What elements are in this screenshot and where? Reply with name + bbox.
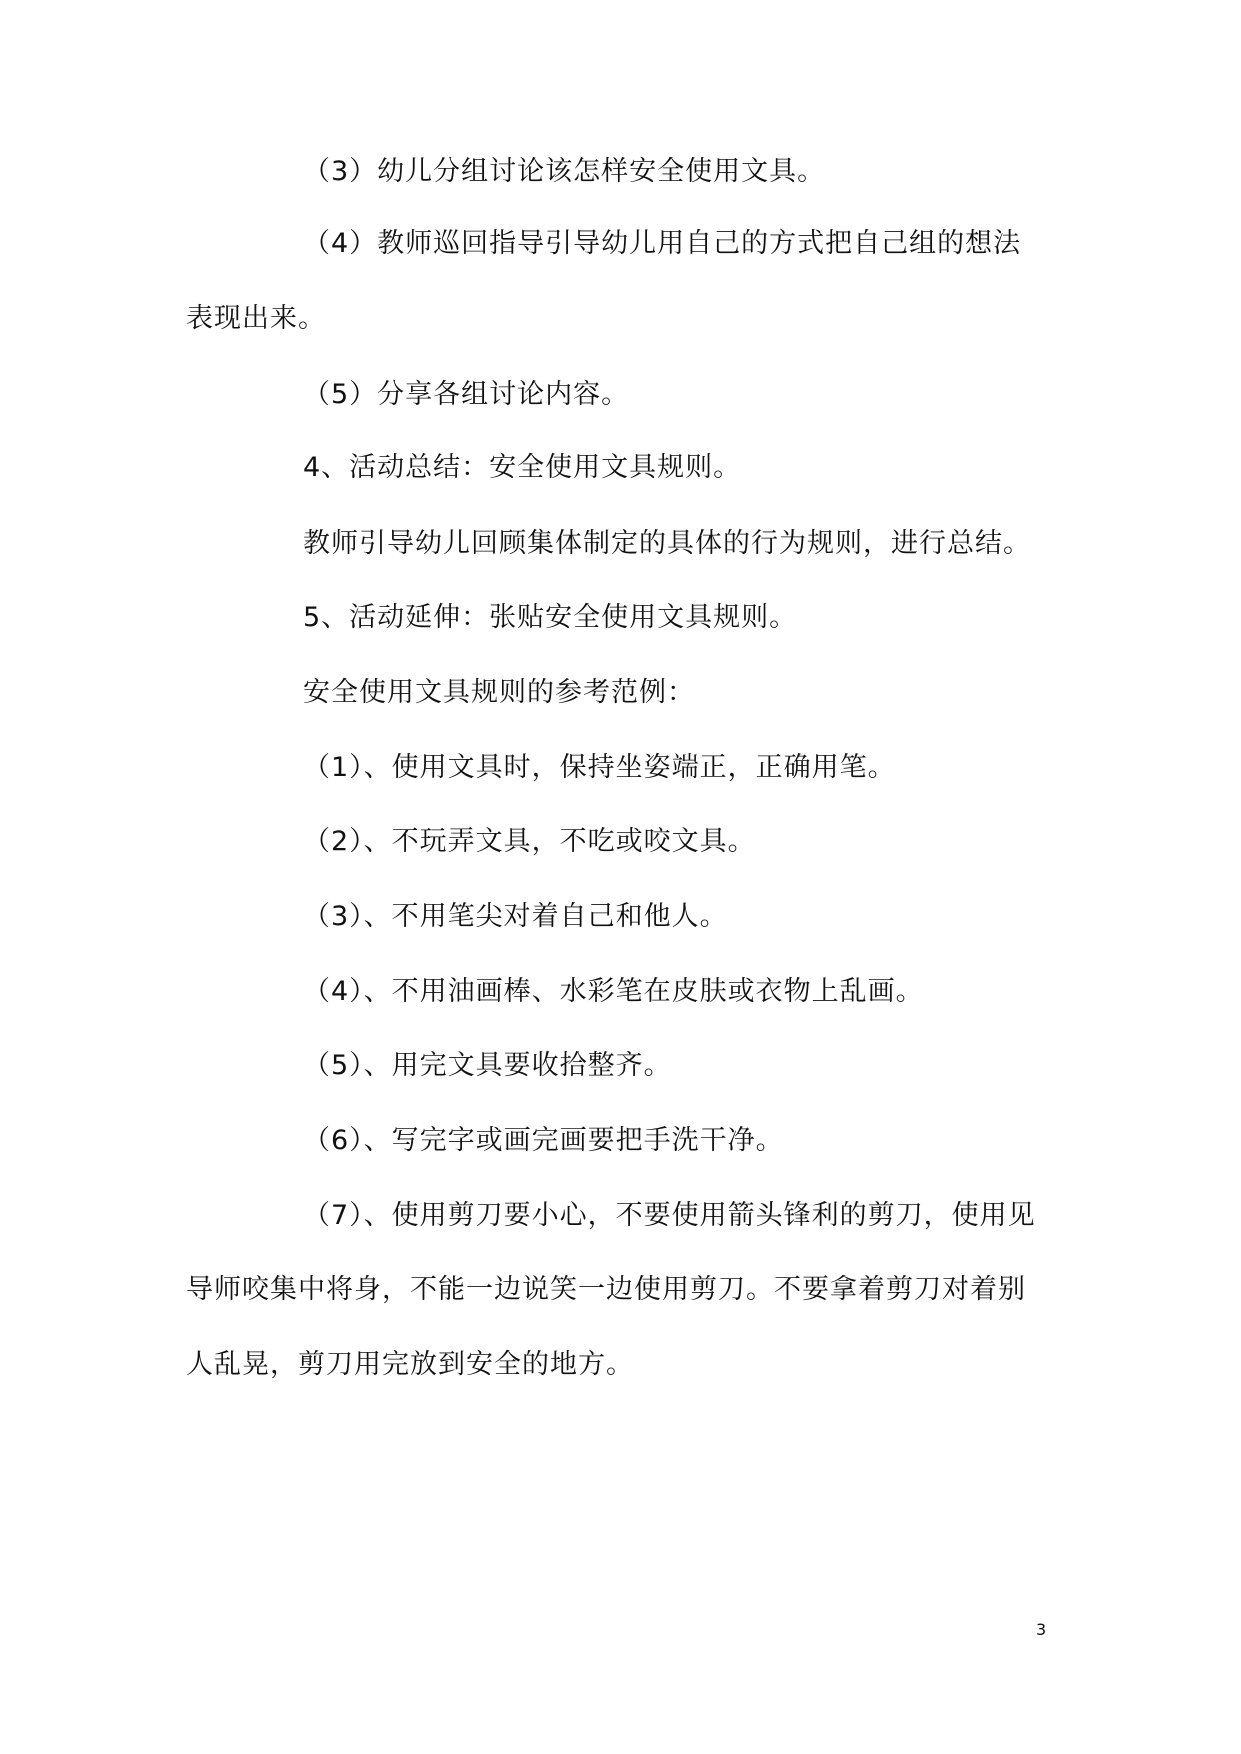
text-line: （4）、不用油画棒、水彩笔在皮肤或衣物上乱画。 <box>303 976 924 1007</box>
text-line: 4、活动总结：安全使用文具规则。 <box>303 452 742 483</box>
text-line: 教师引导幼儿回顾集体制定的具体的行为规则，进行总结。 <box>303 528 1031 559</box>
text-line: （3）、不用笔尖对着自己和他人。 <box>303 901 728 932</box>
text-line: 导师咬集中将身，不能一边说笑一边使用剪刀。不要拿着剪刀对着别 <box>186 1274 1026 1305</box>
text-line: （6）、写完字或画完画要把手洗干净。 <box>303 1125 784 1156</box>
text-line: （7）、使用剪刀要小心，不要使用箭头锋利的剪刀，使用见 <box>303 1200 1036 1231</box>
page-number: 3 <box>1036 1620 1047 1639</box>
text-line: （5）分享各组讨论内容。 <box>303 379 630 410</box>
text-line: 人乱晃，剪刀用完放到安全的地方。 <box>186 1349 634 1380</box>
text-line: 表现出来。 <box>186 303 326 334</box>
text-line: 5、活动延伸：张贴安全使用文具规则。 <box>303 602 798 633</box>
text-line: 安全使用文具规则的参考范例： <box>303 677 695 708</box>
text-line: （5）、用完文具要收拾整齐。 <box>303 1050 672 1081</box>
text-line: （2）、不玩弄文具，不吃或咬文具。 <box>303 826 756 857</box>
text-line: （4）教师巡回指导引导幼儿用自己的方式把自己组的想法 <box>303 228 1022 259</box>
text-line: （1）、使用文具时，保持坐姿端正，正确用笔。 <box>303 752 896 783</box>
text-line: （3）幼儿分组讨论该怎样安全使用文具。 <box>303 156 826 187</box>
